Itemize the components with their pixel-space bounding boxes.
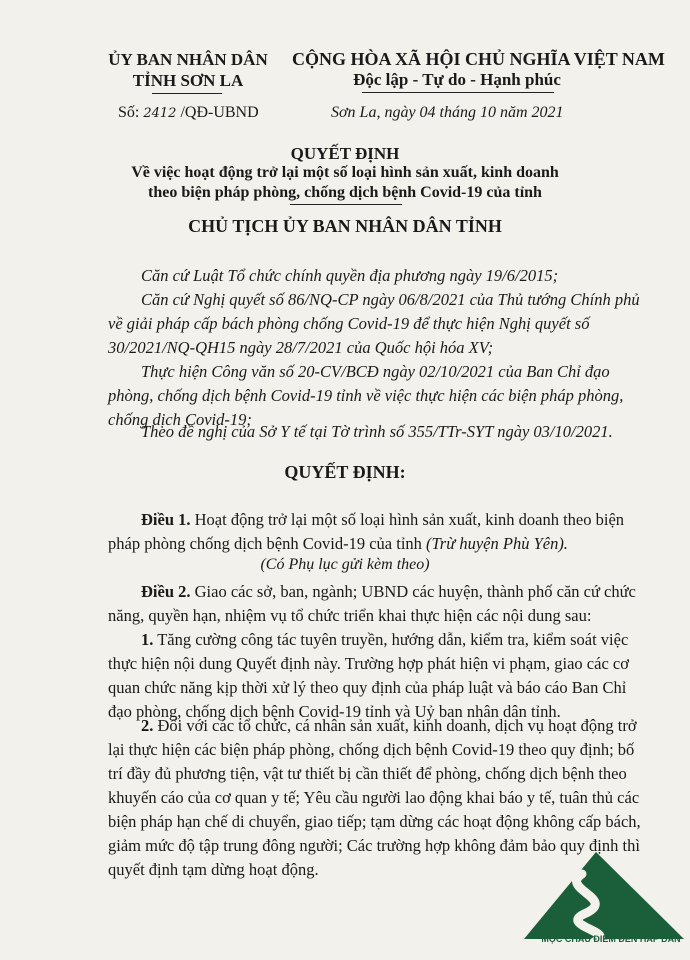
article-2-text: Giao các sở, ban, ngành; UBND các huyện, thành phố căn cứ chức năng, quyền hạn, nhiệm vụ tổ chức triển khai thực hiện các nội dung sau: — [108, 582, 636, 625]
number-suffix: /QĐ-UBND — [180, 104, 259, 121]
issuer-province: TỈNH SƠN LA — [132, 71, 244, 90]
motto-underline — [362, 92, 554, 93]
subject-line-1: Về việc hoạt động trở lại một số loại hình sản xuất, kinh doanh — [131, 164, 559, 181]
preamble-proposal: Theo đề nghị của Sở Y tế tại Tờ trình số 355/TTr-SYT ngày 03/10/2021. — [141, 422, 613, 441]
issuer-underline — [152, 93, 222, 94]
place-date: Sơn La, ngày 04 tháng 10 năm 2021 — [331, 104, 564, 121]
item-2-label: 2. — [141, 716, 154, 735]
preamble-resolution: Căn cứ Nghị quyết số 86/NQ-CP ngày 06/8/2021 của Thủ tướng Chính phủ về giải pháp cấp bách phòng chống Covid-19 để thực hiện Nghị quyết số 30/2021/NQ-QH15 ngày 28/7/2021 của Quốc hội hóa XV; — [108, 290, 640, 357]
preamble-directive: Thực hiện Công văn số 20-CV/BCĐ ngày 02/10/2021 của Ban Chỉ đạo phòng, chống dịch bệnh Covid-19 tỉnh về việc thực hiện các biện pháp phòng, chống dịch Covid-19; — [108, 362, 624, 429]
article-2-item-1 — [108, 628, 648, 724]
preamble-law: Căn cứ Luật Tổ chức chính quyền địa phương ngày 19/6/2015; — [141, 266, 559, 285]
article-1-label: Điều 1. — [141, 510, 191, 529]
item-1-label: 1. — [141, 630, 154, 649]
article-1-text: Hoạt động trở lại một số loại hình sản xuất, kinh doanh theo biện pháp phòng chống dịch bệnh Covid-19 của tỉnh — [108, 510, 625, 553]
subject-line-2: theo biện pháp phòng, chống dịch bệnh Covid-19 của tỉnh — [148, 184, 542, 201]
number-value: 2412 — [143, 106, 177, 121]
document-type: QUYẾT ĐỊNH — [290, 144, 400, 163]
article-2-label: Điều 2. — [141, 582, 191, 601]
issuer-name: ỦY BAN NHÂN DÂN — [108, 50, 268, 69]
document-number — [118, 104, 259, 122]
number-label: Số: — [118, 104, 140, 121]
authority-title: CHỦ TỊCH ỦY BAN NHÂN DÂN TỈNH — [188, 216, 502, 236]
watermark-brand: MỘC CHÂU ĐIỂM ĐẾN HẤP DẪN — [541, 934, 681, 944]
article-1-appendix: (Có Phụ lục gửi kèm theo) — [260, 556, 430, 573]
decision-heading: QUYẾT ĐỊNH: — [284, 462, 406, 482]
national-title: CỘNG HÒA XÃ HỘI CHỦ NGHĨA VIỆT NAM — [292, 49, 665, 69]
article-1-exception: (Trừ huyện Phù Yên). — [426, 534, 568, 553]
article-1 — [108, 508, 648, 556]
article-2 — [108, 580, 648, 628]
subject-underline — [290, 204, 402, 205]
national-motto: Độc lập - Tự do - Hạnh phúc — [353, 70, 561, 89]
item-1-text: Tăng cường công tác tuyên truyền, hướng dẫn, kiểm tra, kiểm soát việc thực hiện nội dung Quyết định này. Trường hợp phát hiện vi phạm, giao các cơ quan chức năng kịp thời xử lý theo quy định của pháp luật và báo cáo Ban Chỉ đạo phòng, chống dịch bệnh Covid-19 tỉnh và Uỷ ban nhân dân tỉnh. — [108, 630, 629, 721]
item-2-text: Đối với các tổ chức, cá nhân sản xuất, kinh doanh, dịch vụ hoạt động trở lại thực hiện các biện pháp phòng, chống dịch bệnh Covid-19 theo quy định; bố trí đầy đủ phương tiện, vật tư thiết bị cần thiết để phòng, chống dịch bệnh theo khuyến cáo của cơ quan y tế; Yêu cầu người lao động khai báo y tế, tuân thủ các biện pháp hạn chế di chuyển, giao tiếp; tạm dừng các hoạt động không cấp bách, giảm mức độ tập trung đông người; Các trường hợp không đảm bảo quy định thì quyết định tạm dừng hoạt động. — [108, 716, 641, 879]
